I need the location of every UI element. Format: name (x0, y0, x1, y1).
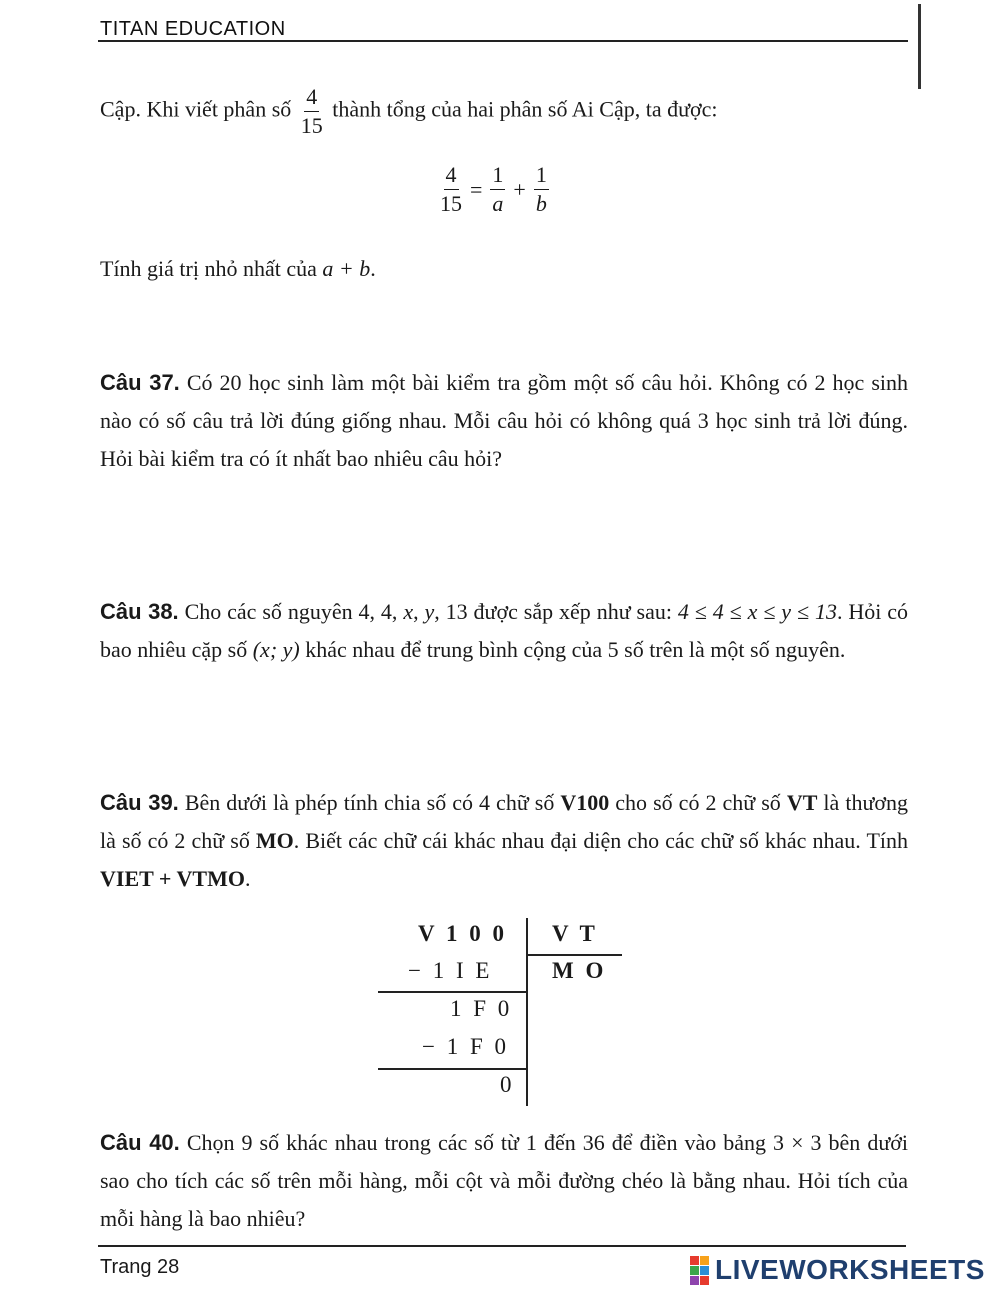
q38-text-1: Cho các số nguyên 4, 4, (184, 599, 398, 624)
division-sub2-line (378, 1068, 526, 1070)
header-rule (98, 40, 908, 42)
eq-b (534, 164, 549, 215)
intro-frac-den: 15 (300, 113, 323, 138)
q39-text-5: . (244, 866, 251, 891)
header-title: TITAN EDUCATION (100, 18, 286, 40)
eq-plus: + (513, 176, 526, 202)
eq-b-num: 1 (534, 164, 549, 190)
intro-question-end: . (370, 256, 376, 281)
q40-text: Chọn 9 số khác nhau trong các số từ 1 đến 36 để điền vào bảng 3 × 3 bên dưới sao cho tích các số trên mỗi hàng, mỗi cột và mỗi đường chéo là bằng nhau. Hỏi tích của mỗi hàng là bao nhiêu? (100, 1130, 909, 1231)
q39-expr: VIET + VTMO (100, 866, 245, 891)
division-sub1: − 1 I E (408, 958, 493, 983)
q38-text-4: khác nhau để trung bình cộng của 5 số trên là một số nguyên. (305, 637, 846, 662)
question-40 (100, 1124, 908, 1238)
q37-text: Có 20 học sinh làm một bài kiểm tra gồm một số câu hỏi. Không có 2 học sinh nào có số câu trả lời đúng giống nhau. Mỗi câu hỏi có không quá 3 học sinh trả lời đúng. Hỏi bài kiểm tra có ít nhất bao nhiêu câu hỏi? (100, 370, 909, 471)
q39-num1: V100 (560, 790, 610, 815)
eq-lhs-den: 15 (440, 191, 462, 216)
division-rem2: 0 (500, 1072, 515, 1097)
eq-equals: = (470, 176, 483, 202)
intro-question (100, 250, 908, 288)
intro-question-expr: a + b (322, 256, 371, 281)
division-vertical-line (526, 918, 528, 1106)
footer-page-number: Trang 28 (100, 1256, 180, 1278)
q38-x: x (403, 599, 414, 624)
intro-fraction (301, 86, 323, 137)
q37-label: Câu 37. (100, 370, 180, 395)
footer-rule (98, 1245, 906, 1247)
q39-text-1: Bên dưới là phép tính chia số có 4 chữ số (184, 790, 555, 815)
eq-lhs (440, 164, 462, 215)
liveworksheets-mark-icon (690, 1256, 709, 1285)
eq-a-num: 1 (490, 164, 505, 190)
q38-comma: , (413, 599, 419, 624)
eq-lhs-num: 4 (444, 164, 459, 190)
intro-frac-num: 4 (304, 86, 319, 112)
q38-text-2: , 13 được sắp xếp như sau: (434, 599, 672, 624)
eq-a (490, 164, 505, 215)
intro-line (100, 86, 908, 137)
liveworksheets-brand-text: LIVEWORKSHEETS (715, 1254, 985, 1285)
question-37 (100, 364, 908, 478)
q38-y: y (424, 599, 435, 624)
q38-chain: 4 ≤ 4 ≤ x ≤ y ≤ 13 (677, 599, 837, 624)
division-sub2: − 1 F 0 (422, 1034, 510, 1059)
intro-equation (436, 164, 553, 215)
q39-num3: MO (255, 828, 294, 853)
q39-label: Câu 39. (100, 790, 179, 815)
question-38 (100, 593, 908, 669)
intro-text-after: thành tổng của hai phân số Ai Cập, ta được: (332, 96, 718, 122)
division-sub1-line (378, 991, 526, 993)
division-dividend: V 1 0 0 (418, 921, 507, 946)
q38-text-3: . Hỏi có bao nhiêu cặp số (100, 599, 909, 662)
q39-text-2: cho số có 2 chữ số (615, 790, 781, 815)
intro-question-text: Tính giá trị nhỏ nhất của (100, 256, 317, 281)
division-rem1: 1 F 0 (450, 996, 513, 1021)
question-39 (100, 784, 908, 898)
side-rule (918, 4, 921, 89)
q39-text-4: . Biết các chữ cái khác nhau đại diện cho các chữ số khác nhau. Tính (293, 828, 909, 853)
liveworksheets-logo (690, 1254, 985, 1286)
q38-pair: (x; y) (252, 637, 300, 662)
intro-text-before: Cập. Khi viết phân số (100, 96, 292, 122)
division-quotient-line (526, 954, 622, 956)
division-quotient: M O (552, 958, 607, 983)
q40-label: Câu 40. (100, 1130, 180, 1155)
q39-num2: VT (786, 790, 818, 815)
q38-label: Câu 38. (100, 599, 179, 624)
eq-a-den: a (492, 191, 504, 216)
q39-text-3: là thương là số có 2 chữ số (100, 790, 908, 853)
division-divisor: V T (552, 921, 598, 946)
eq-b-den: b (535, 191, 547, 216)
